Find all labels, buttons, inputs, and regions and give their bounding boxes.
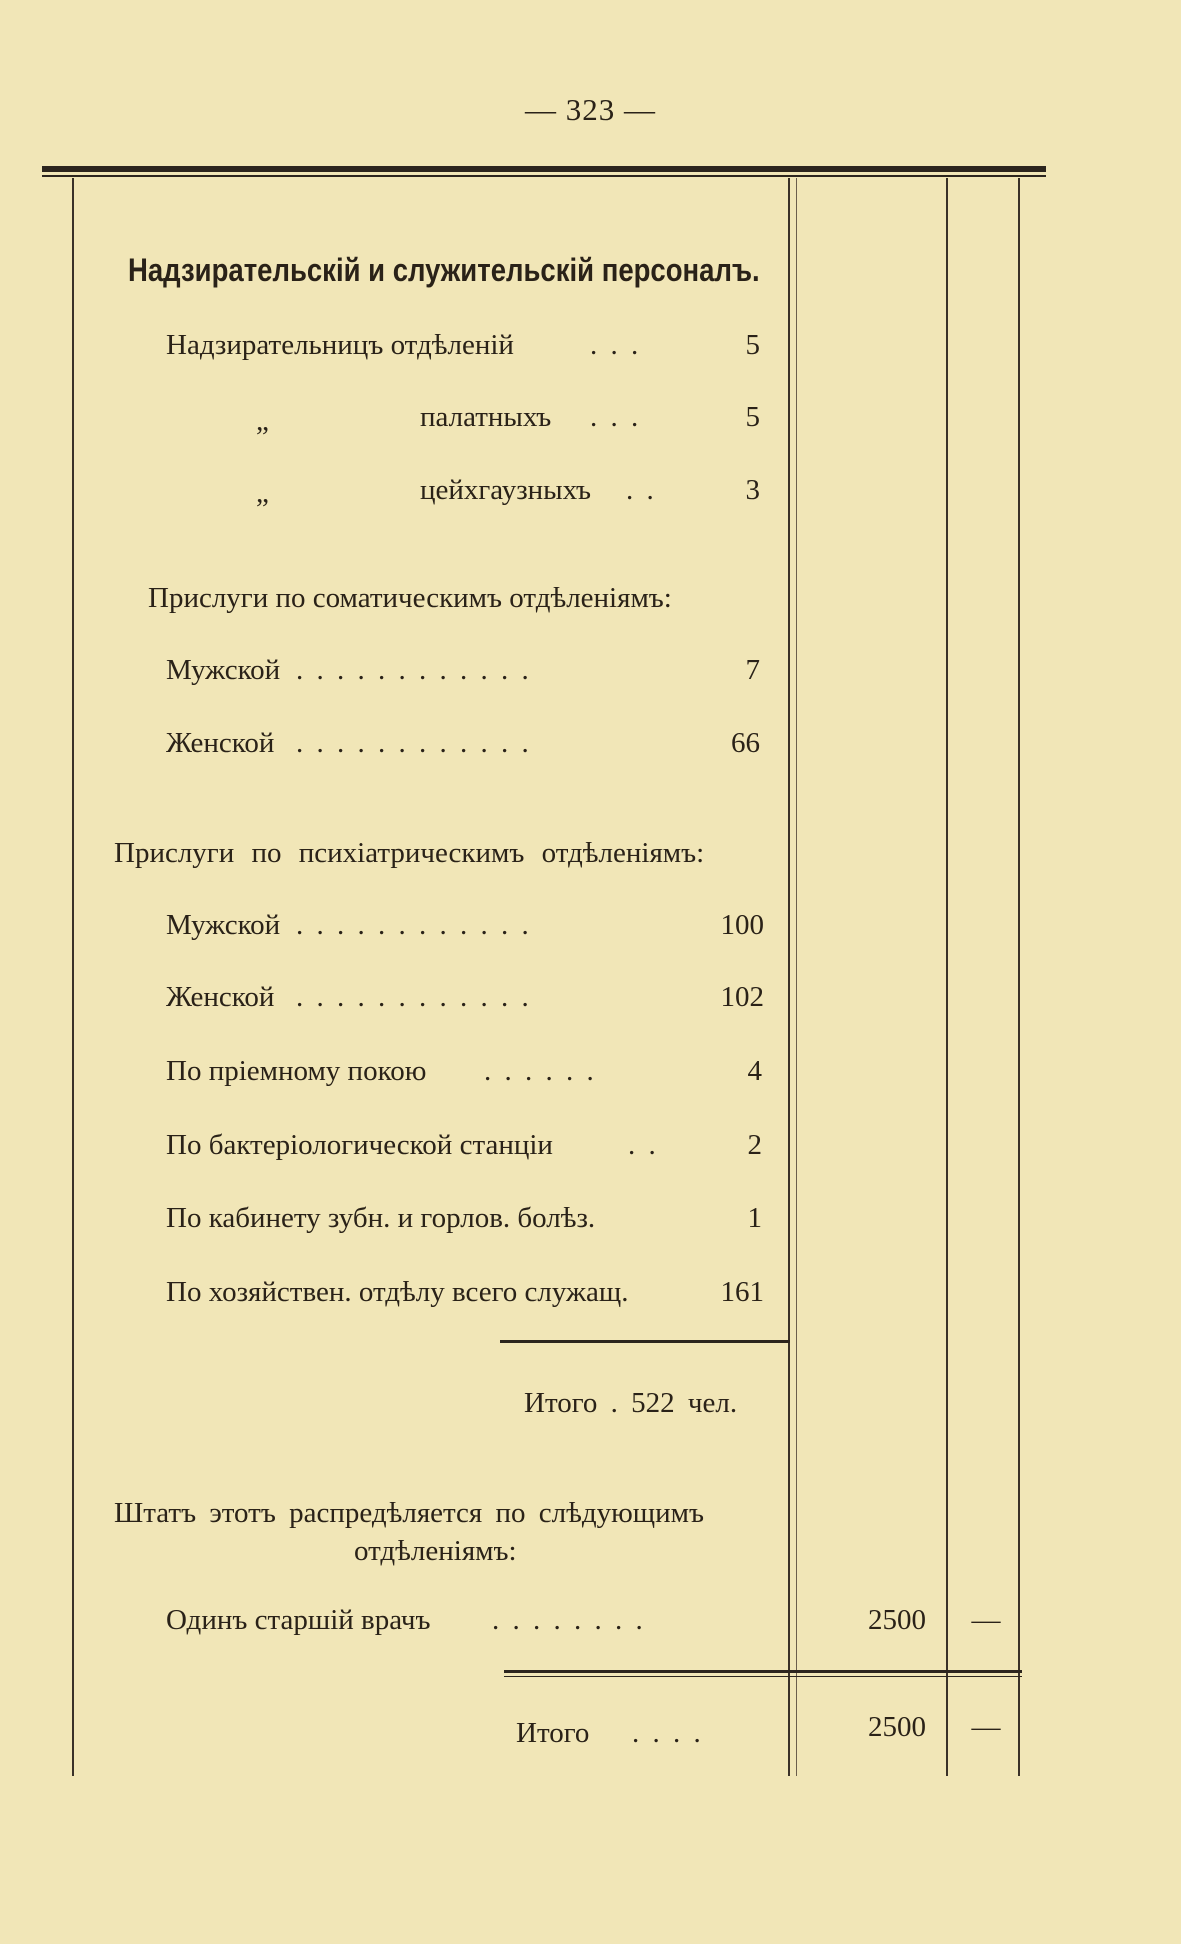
- row-label: Женской: [166, 981, 275, 1013]
- senior-doctor-kop: —: [971, 1604, 1001, 1636]
- row-label: По бактеріологической станціи: [166, 1129, 553, 1161]
- row-value: 1: [747, 1202, 762, 1234]
- total-amount: 2500: [868, 1711, 926, 1743]
- sum-rule: [500, 1340, 790, 1343]
- row-dots: . . .: [590, 401, 642, 433]
- amount-column-rule: [796, 178, 797, 1776]
- row-value: 161: [720, 1276, 764, 1308]
- row-value: 7: [745, 654, 760, 686]
- ditto-mark: „: [256, 405, 269, 437]
- total-kop: —: [971, 1711, 1001, 1743]
- row-dots: . . . . . . . . . . . .: [296, 727, 532, 759]
- row-dots: . . . . . . . . . . . .: [296, 654, 532, 686]
- senior-doctor-label: Одинъ старшій врачъ: [166, 1604, 431, 1636]
- amount-sum-rule-thin: [504, 1676, 1022, 1677]
- row-label: Надзирательницъ отдѣленій: [166, 329, 514, 361]
- amount-sum-rule: [504, 1670, 1022, 1673]
- row-label: По кабинету зубн. и горлов. болѣз.: [166, 1202, 596, 1234]
- top-rule-thin: [42, 175, 1046, 177]
- total-label: Итого: [516, 1717, 590, 1749]
- left-rule: [72, 178, 74, 1776]
- row-value: 5: [745, 401, 760, 433]
- section-heading: Надзирательскій и служительскій персоналъ.: [128, 252, 760, 288]
- row-dots: . .: [628, 1129, 659, 1161]
- distribution-note: Штатъ этотъ распредѣляется по слѣдующимъ: [114, 1497, 704, 1529]
- total-dots: . . . .: [632, 1717, 704, 1749]
- row-value: 5: [745, 329, 760, 361]
- distribution-note-cont: отдѣленіямъ:: [354, 1535, 517, 1567]
- senior-doctor-amount: 2500: [868, 1604, 926, 1636]
- row-label: цейхгаузныхъ: [420, 474, 592, 506]
- row-dots: . .: [626, 474, 657, 506]
- subsection-heading: Прислуги по соматическимъ отдѣленіямъ:: [148, 582, 672, 614]
- row-dots: . . . . . . . . . . . .: [296, 981, 532, 1013]
- total-count: Итого . 522 чел.: [524, 1387, 738, 1419]
- row-value: 3: [745, 474, 760, 506]
- senior-doctor-dots: . . . . . . . .: [492, 1604, 646, 1636]
- subsection-heading: Прислуги по психіатрическимъ отдѣленіямъ:: [114, 837, 705, 869]
- rubles-column-rule: [946, 178, 948, 1776]
- text-column-rule: [788, 178, 790, 1776]
- row-label: По пріемному покою: [166, 1055, 427, 1087]
- row-label: Мужской: [166, 654, 281, 686]
- row-dots: . . . . . .: [484, 1055, 597, 1087]
- top-rule: [42, 166, 1046, 172]
- row-label: Мужской: [166, 909, 281, 941]
- row-label: Женской: [166, 727, 275, 759]
- row-value: 66: [731, 727, 760, 759]
- page-number: — 323 —: [525, 92, 656, 127]
- row-label: По хозяйствен. отдѣлу всего служащ.: [166, 1276, 629, 1308]
- row-value: 102: [720, 981, 764, 1013]
- row-label: палатныхъ: [420, 401, 552, 433]
- right-rule: [1018, 178, 1020, 1776]
- row-value: 4: [747, 1055, 762, 1087]
- row-dots: . . . . . . . . . . . .: [296, 909, 532, 941]
- row-dots: . . .: [590, 329, 642, 361]
- ditto-mark: „: [256, 477, 269, 509]
- row-value: 100: [720, 909, 764, 941]
- row-value: 2: [747, 1129, 762, 1161]
